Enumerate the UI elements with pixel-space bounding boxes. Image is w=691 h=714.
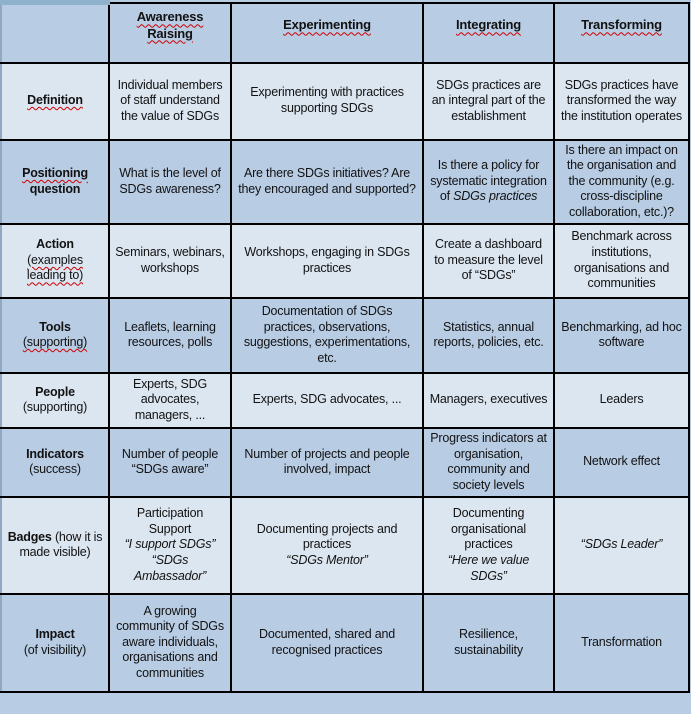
cell-text: SDGs practices are an integral part of the establishment — [431, 77, 546, 123]
cell-text: Experts, SDG advocates, ... — [252, 392, 402, 407]
row-label-title-line2: question — [29, 181, 81, 196]
cell-indicators-awareness — [109, 428, 231, 497]
cell-text: Transformation — [581, 634, 662, 649]
table-row-impact — [1, 594, 689, 692]
table-row-badges — [1, 497, 689, 594]
header-cell-transforming — [554, 3, 689, 63]
cell-positioning-awareness — [109, 140, 231, 224]
cell-indicators-experimenting — [231, 428, 423, 497]
cell-text: Experts, SDG advocates, managers, ... — [132, 376, 207, 422]
cell-action-awareness — [109, 224, 231, 298]
cell-positioning-experimenting — [231, 140, 423, 224]
cell-definition-experimenting — [231, 63, 423, 140]
row-label-sub: (of visibility) — [23, 642, 87, 657]
row-label-sub: (supporting) — [22, 400, 88, 415]
table-row-definition — [1, 63, 689, 140]
cell-text-italic: “I support SDGs” “SDGs Ambassador” — [124, 537, 216, 583]
cell-definition-integrating — [423, 63, 554, 140]
cell-text: Experimenting with practices supporting SDGs — [250, 85, 404, 115]
cell-positioning-integrating — [423, 140, 554, 224]
cell-text: Seminars, webinars, workshops — [115, 245, 225, 275]
cell-indicators-transforming — [554, 428, 689, 497]
cell-badges-awareness — [109, 497, 231, 594]
table-row-positioning-question — [1, 140, 689, 224]
row-label-sub: (success) — [29, 462, 81, 477]
row-label-positioning-question — [1, 140, 109, 224]
cell-text: Is there a policy for systematic integration of — [430, 158, 547, 204]
cell-text-italic: “SDGs Leader” — [580, 537, 663, 552]
cell-text: Resilience, sustainability — [454, 627, 523, 657]
header-cell-awareness-raising — [109, 3, 231, 63]
cell-text-italic: SDGs practices — [453, 189, 538, 204]
cell-text: Is there an impact on the organisation and the community (e.g. cross-discipline collaboration, etc.)? — [565, 142, 678, 219]
row-label-tools — [1, 298, 109, 373]
cell-definition-awareness — [109, 63, 231, 140]
row-label-sub: (supporting) — [22, 335, 88, 350]
cell-impact-integrating — [423, 594, 554, 692]
cell-impact-experimenting — [231, 594, 423, 692]
cell-badges-experimenting — [231, 497, 423, 594]
row-label-action — [1, 224, 109, 298]
row-label-title: Indicators — [26, 446, 84, 461]
cell-tools-transforming — [554, 298, 689, 373]
row-label-title: Badges — [7, 529, 52, 544]
table-row-people — [1, 373, 689, 428]
cell-text: Progress indicators at organisation, community and society levels — [430, 430, 547, 492]
row-label-title: Impact — [35, 627, 75, 641]
header-cell-integrating — [423, 3, 554, 63]
row-label-title: Positioning — [22, 165, 88, 180]
cell-text: Participation Support — [136, 506, 204, 536]
cell-tools-experimenting — [231, 298, 423, 373]
row-label-title: Definition — [27, 93, 83, 108]
header-row — [1, 3, 689, 63]
cell-text: SDGs practices have transformed the way the institution operates — [561, 77, 682, 123]
row-label-sub: (how it is made visible) — [19, 529, 103, 560]
cell-people-transforming — [554, 373, 689, 428]
table-row-indicators — [1, 428, 689, 497]
cell-indicators-integrating — [423, 428, 554, 497]
column-header-label: Transforming — [581, 17, 662, 33]
cell-badges-integrating — [423, 497, 554, 594]
cell-text: Statistics, annual reports, policies, etc. — [433, 319, 544, 350]
cell-text: Leaflets, learning resources, polls — [124, 319, 216, 350]
cell-people-awareness — [109, 373, 231, 428]
cell-text: What is the level of SDGs awareness? — [119, 165, 221, 196]
cell-text: Individual members of staff understand the value of SDGs — [117, 77, 223, 123]
cell-text: Documenting projects and practices — [256, 521, 398, 552]
row-label-sub: (examples leading to) — [26, 252, 84, 283]
header-corner-cell — [1, 3, 109, 63]
cell-text: Are there SDGs initiatives? Are they encouraged and supported? — [238, 165, 416, 196]
cell-impact-transforming — [554, 594, 689, 692]
cell-text: Create a dashboard to measure the level of “SDGs” — [434, 237, 543, 283]
row-label-title: Action — [36, 237, 74, 252]
row-label-badges — [1, 497, 109, 594]
column-header-label: Experimenting — [283, 17, 371, 33]
table-row-action — [1, 224, 689, 298]
cell-people-experimenting — [231, 373, 423, 428]
column-header-label: Awareness Raising — [136, 9, 204, 41]
cell-tools-awareness — [109, 298, 231, 373]
cell-positioning-transforming — [554, 140, 689, 224]
cell-people-integrating — [423, 373, 554, 428]
cell-text: Documented, shared and recognised practices — [259, 627, 395, 657]
header-cell-experimenting — [231, 3, 423, 63]
cell-tools-integrating — [423, 298, 554, 373]
cell-text: Workshops, engaging in SDGs practices — [244, 245, 410, 275]
cell-text: Network effect — [583, 454, 660, 469]
row-label-definition — [1, 63, 109, 140]
row-label-title: Tools — [39, 319, 71, 334]
cell-impact-awareness — [109, 594, 231, 692]
cell-definition-transforming — [554, 63, 689, 140]
cell-text: Managers, executives — [429, 392, 548, 407]
cell-text-italic: “SDGs Mentor” — [286, 552, 368, 567]
column-header-label: Integrating — [456, 17, 521, 33]
cell-text: Leaders — [599, 392, 644, 407]
cell-text: Benchmarking, ad hoc software — [561, 319, 682, 350]
cell-text: A growing community of SDGs aware individuals, organisations and communities — [116, 603, 224, 681]
cell-text: Documentation of SDGs practices, observations, suggestions, experimentations, etc. — [243, 303, 411, 365]
cell-text: Number of projects and people involved, impact — [244, 446, 410, 477]
cell-text-italic: “Here we value SDGs” — [447, 552, 530, 583]
row-label-impact — [1, 594, 109, 692]
row-label-title: People — [35, 384, 75, 399]
cell-action-transforming — [554, 224, 689, 298]
cell-text: Benchmark across institutions, organisations and communities — [571, 229, 672, 291]
cell-action-integrating — [423, 224, 554, 298]
row-label-people — [1, 373, 109, 428]
cell-badges-transforming — [554, 497, 689, 594]
cell-action-experimenting — [231, 224, 423, 298]
table-row-tools — [1, 298, 689, 373]
cell-text: Number of people “SDGs aware” — [121, 446, 219, 477]
cell-text: Documenting organisational practices — [450, 506, 527, 552]
row-label-indicators — [1, 428, 109, 497]
